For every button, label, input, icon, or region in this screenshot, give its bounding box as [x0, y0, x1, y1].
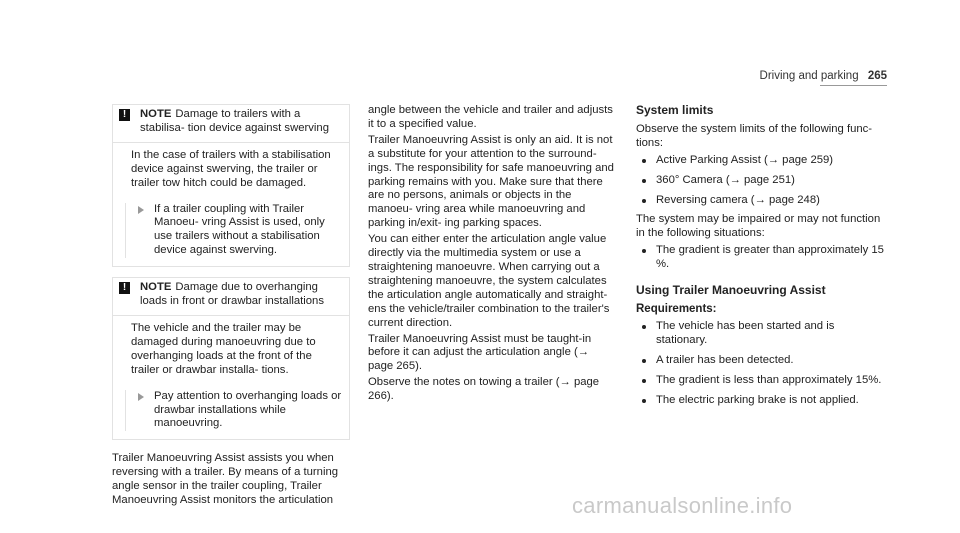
using-heading: Using Trailer Manoeuvring Assist	[636, 283, 826, 298]
note-label: NOTE	[140, 281, 172, 294]
paragraph-3: You can either enter the articulation angle value directly via the multimedia system or use a straightening manoeuvre. When carrying out a straightening manoeuvre, the system calculates the articulation angle automatically and straight- ens the vehicle/trailer combination to the trailer's current direction.	[368, 233, 610, 329]
note-head-text: Damage due to overhanging loads in front or drawbar installations	[140, 281, 324, 308]
warning-icon: !	[119, 109, 130, 121]
system-limits-list	[636, 154, 886, 208]
requirements-list	[636, 320, 886, 408]
note-box-overhanging	[112, 277, 350, 440]
situations-list	[636, 244, 886, 272]
list-item: The vehicle has been started and is stationary.	[636, 320, 886, 348]
arrow-right-icon	[138, 393, 144, 401]
list-item: A trailer has been detected.	[636, 354, 886, 368]
note-head-text: Damage to trailers with a stabilisa- tion device against swerving	[140, 108, 330, 134]
note-body-text: The vehicle and the trailer may be damaged during manoeuvring due to overhanging loads at the front of the trailer or drawbar installa- tions.	[131, 321, 316, 376]
list-item: The electric parking brake is not applied.	[636, 394, 886, 408]
requirements-heading: Requirements:	[636, 302, 717, 315]
list-item: Reversing camera (→ page 248)	[636, 194, 886, 208]
page-header	[760, 70, 887, 84]
page-number: 265	[867, 70, 887, 82]
list-item: Active Parking Assist (→ page 259)	[636, 154, 886, 168]
intro-paragraph: Trailer Manoeuvring Assist assists you when reversing with a trailer. By means of a turning angle sensor in the trailer coupling, Trailer Manoeuvring Assist monitors the articulation	[112, 452, 339, 507]
column-left	[112, 104, 350, 510]
note-body-text: In the case of trailers with a stabilisation device against swerving, the trailer or trailer tow hitch could be damaged.	[131, 148, 331, 189]
note-body	[113, 315, 349, 439]
system-limits-note: The system may be impaired or may not function in the following situations:	[636, 213, 881, 240]
note-box-stabilisation	[112, 104, 350, 267]
note-action	[125, 390, 343, 432]
column-right	[636, 104, 886, 413]
note-action-text: If a trailer coupling with Trailer Manoeu- vring Assist is used, only use trailers without a stabilisation device against swerving.	[154, 202, 325, 257]
list-item: 360° Camera (→ page 251)	[636, 174, 886, 188]
note-action	[125, 203, 343, 259]
note-body	[113, 142, 349, 266]
system-limits-intro: Observe the system limits of the following func- tions:	[636, 122, 873, 149]
note-heading	[113, 278, 349, 315]
warning-icon: !	[119, 282, 130, 294]
note-label: NOTE	[140, 108, 172, 120]
paragraph-5: Observe the notes on towing a trailer (→ page 266).	[368, 376, 600, 403]
column-middle	[368, 104, 616, 406]
system-limits-heading: System limits	[636, 103, 714, 117]
arrow-right-icon	[138, 206, 144, 214]
header-rule	[820, 85, 887, 86]
paragraph-2: Trailer Manoeuvring Assist is only an aid. It is not a substitute for your attention to the surround- ings. The responsibility for safe manoeuvring and parking remains with you. Make sure that there are no persons, animals or objects in the manoeu- vring area while manoeuvring and parking in/exit- ing parking spaces.	[368, 133, 614, 230]
watermark: carmanualsonline.info	[572, 493, 793, 518]
list-item: The gradient is less than approximately 15%.	[636, 374, 886, 388]
note-action-text: Pay attention to overhanging loads or drawbar installations while manoeuvring.	[154, 389, 342, 430]
section-title: Driving and parking	[759, 70, 859, 82]
paragraph-4: Trailer Manoeuvring Assist must be taught-in before it can adjust the articulation angle (→ page 265).	[368, 332, 592, 373]
list-item: The gradient is greater than approximately 15 %.	[636, 244, 886, 272]
paragraph-1: angle between the vehicle and trailer and adjusts it to a specified value.	[368, 104, 613, 130]
note-heading	[113, 105, 349, 142]
